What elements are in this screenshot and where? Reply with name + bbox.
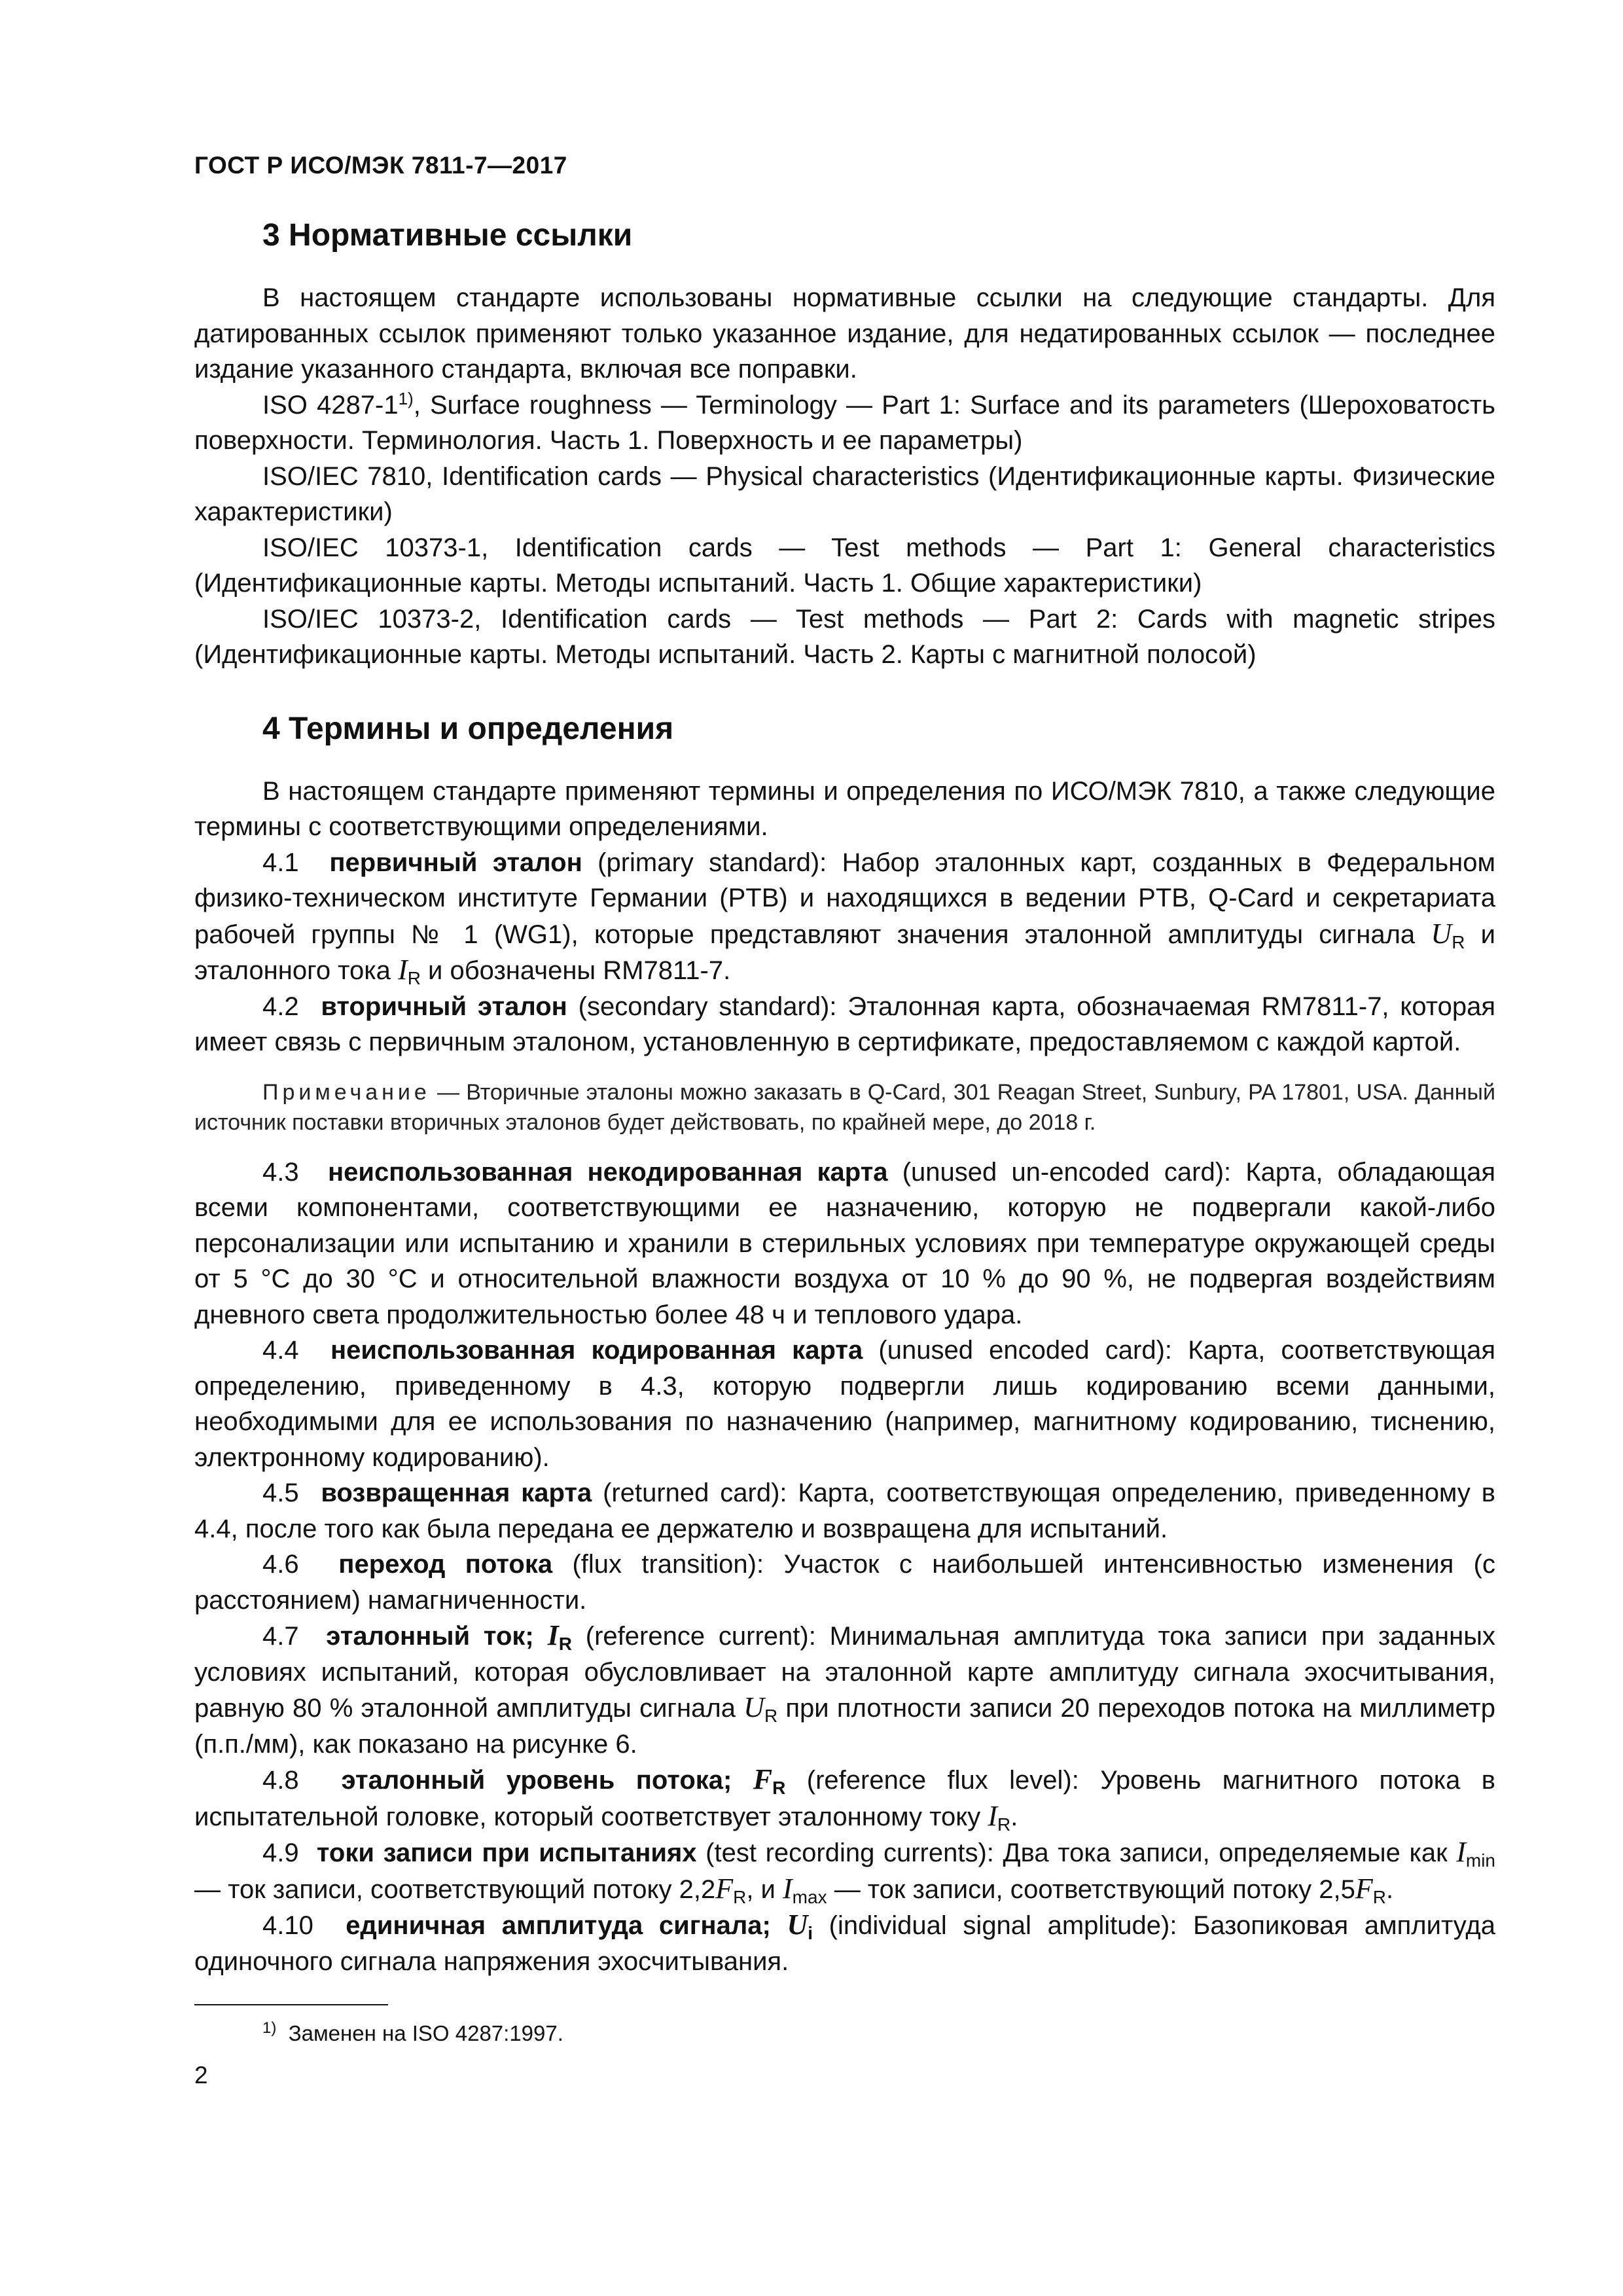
symbol-subscript: R: [1372, 1886, 1387, 1907]
term-definition: (flux transition): Участок с наибольшей интенсивностью изменения (с расстоянием) намагниченности.: [194, 1550, 1495, 1615]
footnote: [262, 2019, 563, 2048]
term-number: 4.8: [262, 1766, 299, 1795]
term-definition: (unused encoded card): Карта, соответствующая определению, приведенному в 4.3, которую подвергли лишь кодированию всеми данными, необходимыми для ее использования по назначению (например, магнитному кодированию, тиснению, электронному кодированию).: [194, 1336, 1496, 1472]
footnote-marker: 1): [262, 2019, 277, 2037]
term-number: 4.9: [262, 1839, 299, 1867]
term-4-9: [194, 1835, 1495, 1907]
term-definition: (unused un-encoded card): Карта, обладающая всеми компонентами, соответствующими ее назначению, которую не подвергали какой-либо персонализации или испытанию и хранили в стерильных условиях при температуре окружающей среды от 5 °С до 30 °С и относительной влажности воздуха от 10 % до 90 %, не подвергая воздействиям дневного света продолжительностью более 48 ч и теплового удара.: [194, 1157, 1495, 1329]
footnote-separator: [194, 2004, 388, 2005]
term-4-5: [194, 1475, 1495, 1547]
term-4-7: [194, 1618, 1495, 1762]
symbol-i: I: [547, 1619, 559, 1651]
term-title: переход потока: [338, 1550, 553, 1579]
symbol-subscript: min: [1465, 1850, 1495, 1871]
reference-text: , Surface roughness — Terminology — Part 1: Surface and its parameters (Шероховатость поверхности. Терминология. Часть 1. Поверхность и ее параметры): [194, 390, 1496, 455]
term-title: первичный эталон: [329, 848, 582, 877]
symbol-i: I: [988, 1799, 997, 1832]
term-title: токи записи при испытаниях: [316, 1839, 697, 1867]
reference-code: ISO 4287-1: [262, 390, 399, 420]
term-number: 4.2: [262, 992, 299, 1021]
symbol-f: F: [715, 1872, 734, 1905]
term-4-2: [194, 989, 1495, 1060]
symbol-subscript: R: [997, 1814, 1011, 1835]
term-definition: (secondary standard): Эталонная карта, обозначаемая RM7811-7, которая имеет связь с первичным эталоном, установленную в сертификате, предоставляемом с каждой картой.: [194, 992, 1495, 1056]
term-definition: (test recording currents): Два тока записи, определяемые как: [696, 1839, 1457, 1867]
symbol-subscript: R: [733, 1886, 747, 1907]
term-definition: (primary standard): Набор эталонных карт, созданных в Федеральном физико-техническом институте Германии (PTB) и находящихся в ведении PTB, Q-Card и секретариата рабочей группы № 1 (WG1), которые представляют значения эталонной амплитуды сигнала: [194, 848, 1495, 949]
symbol-subscript: [772, 1778, 785, 1798]
symbol-u: U: [787, 1909, 808, 1941]
term-definition-cont: при плотности записи 20 переходов потока на миллиметр (п.п./мм), как показано на рисунке 6.: [194, 1694, 1495, 1759]
reference-iso-iec-10373-1: ISO/IEC 10373-1, Identification cards — Test methods — Part 1: General characteristics (Идентификационные карты. Методы испытаний. Часть 1. Общие характеристики): [194, 533, 1495, 598]
term-number: 4.6: [262, 1550, 299, 1579]
symbol-subscript-text: R: [772, 1778, 786, 1798]
section-3-intro: В настоящем стандарте использованы нормативные ссылки на следующие стандарты. Для датированных ссылок применяют только указанное издание, для недатированных ссылок — последнее издание указанного стандарта, включая все поправки.: [194, 283, 1495, 384]
term-definition-cont: , и: [746, 1874, 783, 1904]
page-body: [194, 216, 1495, 1979]
note-text: — Вторичные эталоны можно заказать в Q-Card, 301 Reagan Street, Sunbury, PA 17801, USA. Данный источник поставки вторичных эталонов будет действовать, по крайней мере, до 2018 г.: [194, 1079, 1495, 1135]
term-definition-end: .: [1386, 1874, 1394, 1904]
term-title: неиспользованная кодированная карта: [330, 1336, 863, 1365]
term-4-4: [194, 1333, 1495, 1475]
term-definition: (reference flux level): Уровень магнитного потока в испытательной головке, который соответствует эталонному току: [194, 1766, 1495, 1831]
term-title: эталонный уровень потока;: [341, 1766, 753, 1795]
page-number: 2: [194, 2062, 208, 2089]
term-number: 4.10: [262, 1911, 313, 1940]
symbol-subscript: [559, 1634, 572, 1654]
term-title: эталонный ток;: [326, 1622, 548, 1651]
symbol-subscript: [808, 1923, 813, 1943]
term-4-6: [194, 1547, 1495, 1618]
term-definition: (reference current): Минимальная амплитуда тока записи при заданных условиях испытаний, которая обусловливает на эталонной карте амплитуду сигнала эхосчитывания, равную 80 % эталонной амплитуды сигнала: [194, 1622, 1495, 1723]
symbol-f: F: [753, 1763, 773, 1795]
symbol-subscript: R: [1452, 931, 1465, 952]
note-label: Примечание: [262, 1079, 431, 1105]
symbol-u: U: [743, 1691, 764, 1723]
term-4-3: [194, 1155, 1495, 1333]
reference-iso-iec-7810: ISO/IEC 7810, Identification cards — Physical characteristics (Идентификационные карты. Физические характеристики): [194, 461, 1495, 526]
symbol-i: I: [398, 954, 408, 986]
reference-iso-iec-10373-2: ISO/IEC 10373-2, Identification cards — Test methods — Part 2: Cards with magnetic stripes (Идентификационные карты. Методы испытаний. Часть 2. Карты с магнитной полосой): [194, 604, 1495, 669]
symbol-subscript: R: [764, 1706, 778, 1726]
term-number: 4.3: [262, 1157, 299, 1187]
term-number: 4.7: [262, 1622, 299, 1651]
term-number: 4.5: [262, 1479, 299, 1507]
term-title: возвращенная карта: [321, 1479, 592, 1507]
running-header: ГОСТ Р ИСО/МЭК 7811-7—2017: [194, 152, 567, 179]
section-3-title: 3 Нормативные ссылки: [262, 218, 633, 253]
term-definition: (returned card): Карта, соответствующая определению, приведенному в 4.4, после того как была передана ее держателю и возвращена для испытаний.: [194, 1479, 1495, 1543]
symbol-subscript-text: R: [558, 1634, 572, 1654]
term-title: единичная амплитуда сигнала;: [346, 1911, 787, 1940]
section-4-intro: В настоящем стандарте применяют термины и определения по ИСО/МЭК 7810, а также следующие термины с соответствующими определениями.: [194, 776, 1495, 841]
footnote-marker: 1): [398, 388, 414, 408]
term-definition: (individual signal amplitude): Базопиковая амплитуда одиночного сигнала напряжения эхосчитывания.: [194, 1911, 1495, 1976]
term-title: вторичный эталон: [321, 992, 567, 1021]
term-definition-end: .: [1010, 1802, 1018, 1831]
reference-iso-4287-1: [194, 387, 1495, 459]
term-4-8: [194, 1762, 1495, 1835]
section-4-title: 4 Термины и определения: [262, 711, 674, 746]
symbol-i-min: I: [1456, 1836, 1466, 1868]
note: [194, 1077, 1495, 1138]
term-title: неиспользованная некодированная карта: [327, 1157, 888, 1187]
symbol-subscript: max: [792, 1886, 827, 1907]
symbol-u: U: [1431, 917, 1452, 950]
term-definition-cont: — ток записи, соответствующий потоку 2,2: [194, 1874, 716, 1904]
symbol-subscript-text: i: [808, 1923, 813, 1943]
term-number: 4.4: [262, 1336, 299, 1365]
term-definition-cont: — ток записи, соответствующий потоку 2,5: [827, 1874, 1355, 1904]
term-4-1: [194, 845, 1495, 989]
symbol-f: F: [1355, 1872, 1373, 1905]
term-definition-cont: и эталонного тока: [194, 920, 1495, 985]
term-4-10: [194, 1907, 1495, 1979]
term-definition-end: и обозначены RM7811-7.: [420, 956, 731, 985]
footnote-text: Заменен на ISO 4287:1997.: [288, 2021, 563, 2045]
symbol-i-max: I: [783, 1872, 793, 1905]
term-number: 4.1: [262, 848, 299, 877]
symbol-subscript: R: [407, 968, 421, 988]
